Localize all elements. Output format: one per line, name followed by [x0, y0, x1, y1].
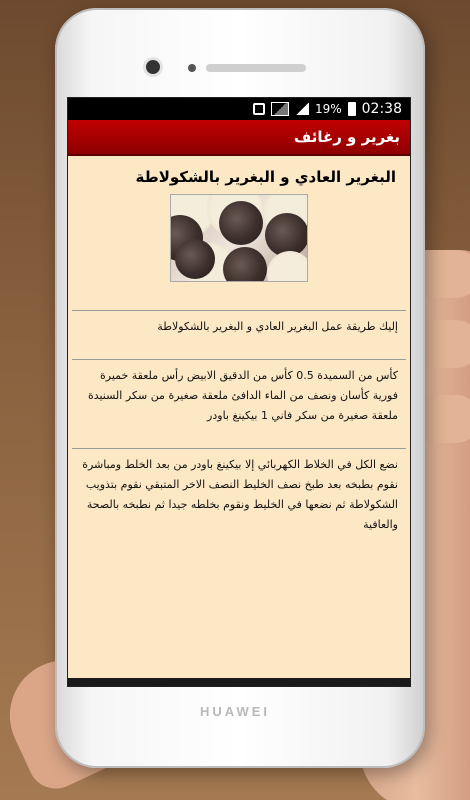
battery-icon [348, 102, 356, 116]
app-bar-title: بغرير و رغائف [293, 128, 400, 146]
phone-screen [67, 97, 411, 687]
pancake-plain [267, 251, 308, 282]
pancake-chocolate [175, 239, 215, 279]
brand-logo: HUAWEI [200, 704, 270, 719]
status-bar [68, 98, 410, 120]
article-content[interactable] [68, 156, 410, 563]
cell-signal-icon [295, 103, 309, 115]
ingredients-paragraph: كأس من السميدة 0.5 كأس من الدقيق الابيض رأس ملعقة خميرة فورية كأسان ونصف من الماء الدافئ ملعقة صغيرة من سكر السنيدة ملعقة صغيرة من سكر فاني 1 بيكينغ باودر [87, 369, 398, 422]
proximity-sensor [188, 64, 196, 72]
article-title: البغرير العادي و البغرير بالشكولاطة [135, 168, 396, 186]
method-paragraph: نضع الكل في الخلاط الكهربائي إلا بيكينغ باودر من بعد الخلط ومباشرة نقوم بطبخه بعد طبخ نصف الخليط النصف الاخر المتبقي نقوم بتذويب الشكولاطة ثم نضعها في الخليط ونقوم بخلطه جيدا ثم نطبخه بالصحة والعافية [82, 458, 398, 531]
clock-time: 02:38 [361, 101, 402, 117]
wifi-signal-icon [271, 102, 289, 116]
front-camera-icon [146, 60, 160, 74]
app-bar [68, 120, 410, 156]
earpiece-speaker [206, 64, 306, 72]
pancake-chocolate [219, 201, 263, 245]
baghrir-photo [170, 194, 308, 282]
pancake-chocolate [223, 247, 267, 282]
intro-paragraph: إليك طريقة عمل البغرير العادي و البغرير بالشكولاطة [157, 320, 398, 333]
battery-percent: 19% [314, 102, 342, 116]
screen-bottom-edge [68, 678, 410, 686]
phone-call-icon [253, 103, 265, 115]
